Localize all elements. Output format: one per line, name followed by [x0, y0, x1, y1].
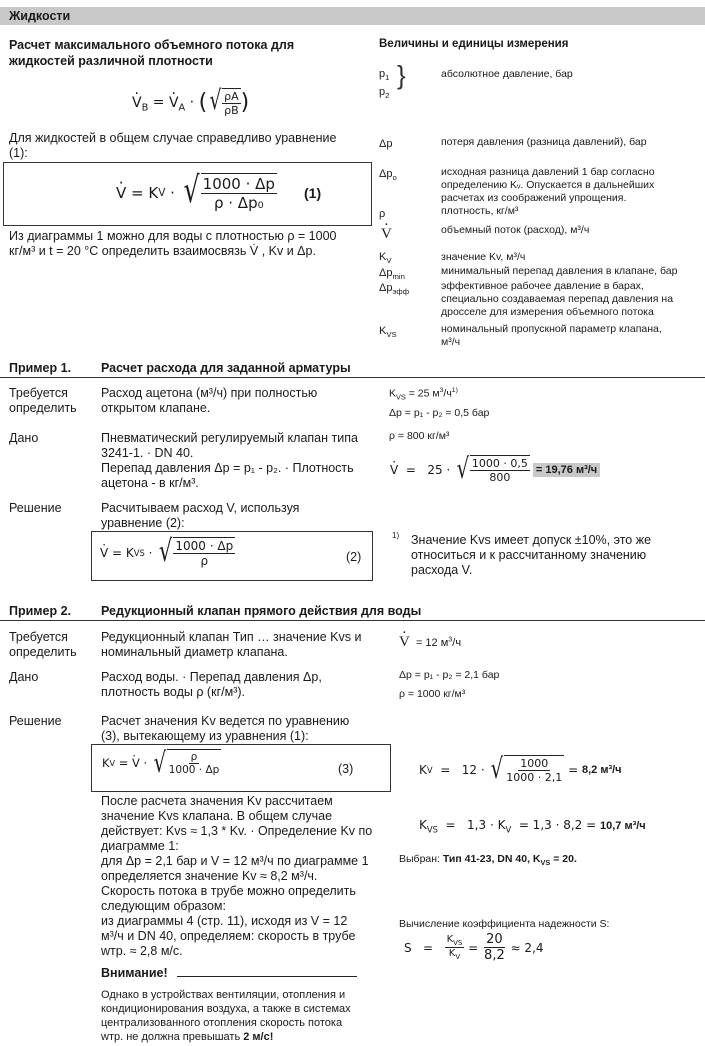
equation-1: · V = K V · √ $\frac{1000 \cdot \Delta p}{\text{ρ · Δp₀}}$: [116, 173, 277, 212]
intro-title-line-1: Расчет максимального объемного потока для: [9, 38, 295, 52]
intro-paragraph-1: Для жидкостей в общем случае справедливо уравнение (1):: [9, 131, 337, 160]
example-2-chosen: Выбран: Тип 41-23, DN 40, $K_{VS} = 20$.: [399, 853, 577, 868]
example-2-req-label: Требуется определить: [9, 630, 77, 659]
attention-text: Однако в устройствах вентиляции, отопления и кондиционирования воздуха, а также в системах централизованного отопления скорость потока wтр. не должна превышать 2 м/с!: [101, 989, 351, 1043]
example-2-given-label: Дано: [9, 670, 39, 684]
example-2-solution-text: Расчет значения Kv ведется по уравнению (3), вытекающему из уравнения (1):: [101, 714, 350, 743]
footnote-mark: 1): [392, 531, 400, 540]
unit-symbol-dpmin: $\Delta p_{min}$: [379, 267, 405, 282]
unit-symbol-kv: $K_V$: [379, 251, 392, 266]
example-2-dp-value: Δp = p₁ - p₂ = 2,1 бар: [399, 669, 500, 681]
example-1-req-label: Требуется определить: [9, 386, 77, 415]
unit-desc-kv: значение Kv, м³/ч: [441, 251, 526, 263]
example-1-solution-text: Расчитываем расход V, используя уравнение (2):: [101, 501, 300, 530]
attention-title: Внимание!: [101, 966, 357, 980]
example-1-req-text: Расход ацетона (м³/ч) при полностью открытом клапане.: [101, 386, 318, 415]
example-2-kv-calculation: K V = 12 · √ $\frac{1000}{1000 \cdot 2,1}$ = 8,2 м³/ч: [419, 752, 622, 785]
example-2-kvs-calculation: $K_{VS} = 1,3 \cdot K_V = 1,3 \cdot 8,2 = 10,7$ м³/ч: [419, 818, 646, 835]
example-1-title: Расчет расхода для заданной арматуры: [101, 361, 351, 375]
example-2-v-value: · V = 12 $м^3/ч$: [399, 634, 461, 651]
intro-paragraph-2: Из диаграммы 1 можно для воды с плотностью ρ = 1000 кг/м³ и t = 20 °C определить взаимосвязь V̇ , Kv и Δp.: [9, 229, 337, 258]
equation-2: · V = K VS · √ $\frac{1000 \cdot \Delta p}{\rho}$: [100, 537, 235, 568]
example-1-calculation: · V = 25 · √ $\frac{1000 \cdot 0,5}{800}$ = 19,76 м³/ч: [390, 455, 600, 484]
intro-title: [9, 37, 294, 69]
example-2-given-text: Расход воды. · Перепад давления Δp, плотность воды ρ (кг/м³).: [101, 670, 322, 699]
unit-desc-dp: потеря давления (разница давлений), бар: [441, 136, 647, 148]
equation-3-number: (3): [338, 762, 354, 776]
unit-desc-kvs: номинальный пропускной параметр клапана, м³/ч: [441, 323, 662, 348]
unit-symbol-rho: ρ: [379, 208, 386, 220]
equation-1-box: [3, 162, 372, 226]
unit-symbol-dpeff: $\Delta p_{эфф}$: [379, 282, 410, 297]
brace-icon: }: [397, 60, 406, 90]
example-1-separator: [0, 377, 705, 378]
example-2-title: Редукционный клапан прямого действия для воды: [101, 604, 422, 618]
unit-desc-p: абсолютное давление, бар: [441, 68, 573, 80]
units-title: Величины и единицы измерения: [379, 38, 569, 50]
example-2-req-text: Редукционный клапан Тип … значение Kvs и номинальный диаметр клапана.: [101, 630, 362, 659]
example-1-label: Пример 1.: [9, 361, 72, 375]
unit-desc-vdot: объемный поток (расход), м³/ч: [441, 224, 590, 236]
unit-desc-dp0: исходная разница давлений 1 бар согласно определению Kᵥ. Опускается в дальнейших расчетах из соображений упрощения.: [441, 166, 655, 204]
equation-3-box: [91, 744, 391, 792]
example-2-kvs-result: 10,7 м³/ч: [599, 820, 646, 832]
unit-symbol-dp0: $\Delta p_o$: [379, 168, 397, 183]
footnote-text: Значение Kvs имеет допуск ±10%, это же относиться и к рассчитанному значению расхода V.: [411, 533, 652, 577]
example-1-given-text: Пневматический регулируемый клапан типа 3241-1. · DN 40. Перепад давления Δp = p₁ - p₂. · Плотность ацетона - в кг/м³.: [101, 431, 358, 490]
unit-desc-dpmin: минимальный перепад давления в клапане, бар: [441, 265, 678, 277]
safety-factor-calculation: S = $\frac{K_{VS}}{K_V}$ = $\frac{20}{8,2}$ ≈ 2,4: [404, 932, 544, 963]
example-1-dp-value: Δp = p₁ - p₂ = 0,5 бар: [389, 407, 490, 419]
formula-vb: · $V_B$ = · $V_A$ · ( √ $\frac{\rho A}{\rho B}$ ): [132, 88, 249, 117]
equation-2-box: [91, 531, 373, 581]
attention-underline: [177, 976, 357, 977]
unit-symbol-p1-p2: $p_1$ $p_2$: [379, 68, 390, 101]
equation-2-number: (2): [346, 550, 362, 564]
example-2-label: Пример 2.: [9, 604, 72, 618]
equation-3: K V = · V · √ $\frac{\rho}{1000 \cdot \Delta p}$: [102, 749, 221, 777]
example-1-given-label: Дано: [9, 431, 39, 445]
section-header: Жидкости: [0, 7, 705, 25]
example-1-solution-label: Решение: [9, 501, 62, 515]
example-1-rho-value: ρ = 800 кг/м³: [389, 430, 450, 442]
unit-symbol-dp: Δp: [379, 138, 393, 150]
example-2-body: После расчета значения Kv рассчитаем значение Kvs клапана. В общем случае действует: Kvs ≈ 1,3 * Kv. · Определение Kv по диаграмме 1: для Δp = 2,1 бар и V = 12 м³/ч по диаграмме 1 определяется значение Kv ≈ 8,2 м³/ч. Скорость потока в трубе можно определить следующим образом: из диаграммы 4 (стр. 11), исходя из V = 12 м³/ч и DN 40, определяем: скорость в трубе wтр. ≈ 2,8 м/с.: [101, 794, 373, 958]
equation-1-number: (1): [304, 185, 322, 201]
unit-desc-dpeff: эффективное рабочее давление в барах, специально создаваемая перепад давления на дросселе для измерения объемного потока: [441, 280, 674, 318]
unit-symbol-kvs: $K_{VS}$: [379, 325, 397, 340]
intro-title-line-2: жидкостей различной плотности: [9, 54, 213, 68]
example-2-rho-value: ρ = 1000 кг/м³: [399, 688, 466, 700]
example-2-separator: [0, 620, 705, 621]
unit-desc-rho: плотность, кг/м³: [441, 205, 519, 217]
example-1-kvs-value: $K_{VS} = 25$ $м^3/ч^{1)}$: [389, 387, 458, 402]
unit-symbol-vdot: · V: [381, 226, 392, 243]
example-1-result: = 19,76 м³/ч: [533, 463, 600, 477]
safety-factor-title: Вычисление коэффициента надежности S:: [399, 918, 610, 930]
example-2-kv-result: 8,2 м³/ч: [581, 763, 622, 776]
example-2-solution-label: Решение: [9, 714, 62, 728]
